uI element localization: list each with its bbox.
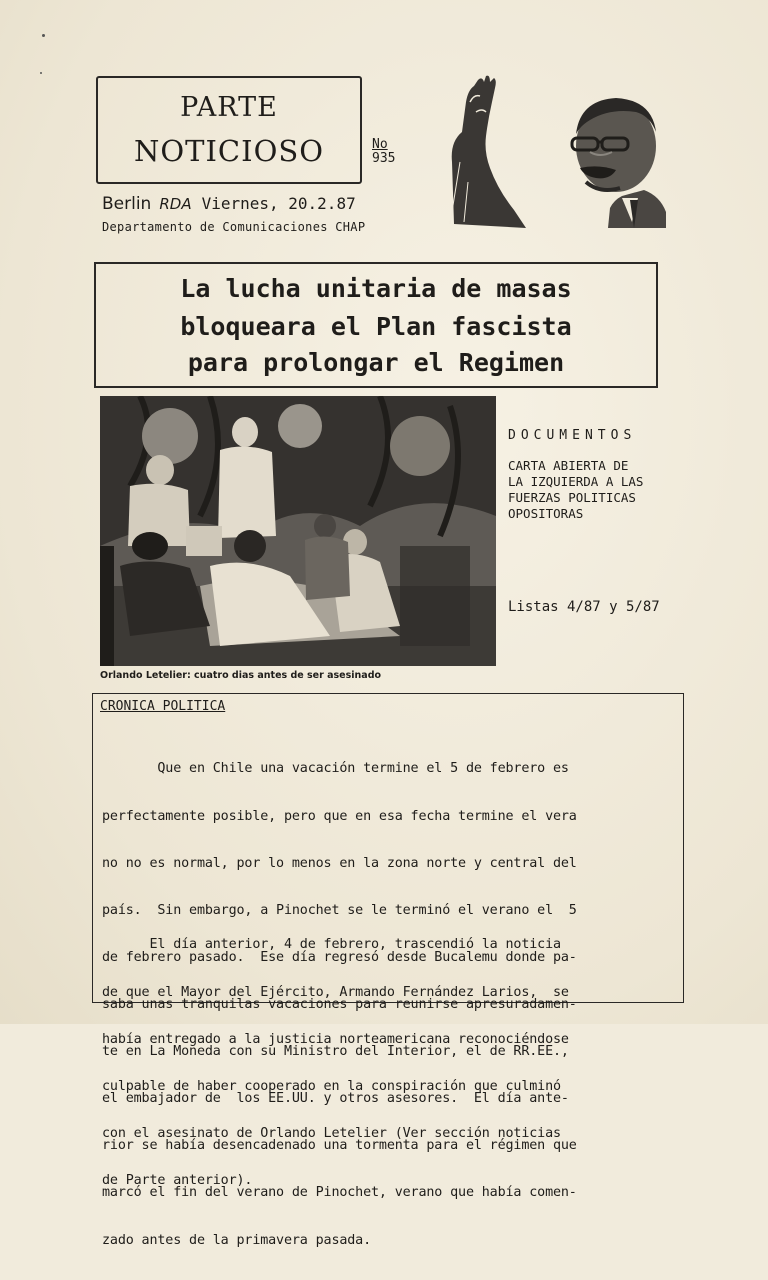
department-line: Departamento de Comunicaciones CHAP bbox=[102, 220, 366, 234]
dateline-date: Viernes, 20.2.87 bbox=[201, 194, 356, 213]
text-line: de que el Mayor del Ejército, Armando Fernández Larios, se bbox=[102, 984, 569, 1000]
text-line: El día anterior, 4 de febrero, trascendió la noticia bbox=[102, 937, 561, 953]
text-line: el embajador de los EE.UU. y otros asesores. El día ante- bbox=[102, 1091, 569, 1107]
documents-line: FUERZAS POLITICAS bbox=[508, 490, 636, 505]
issue-number-block bbox=[372, 138, 395, 166]
portrait-illustration bbox=[440, 72, 670, 228]
dateline-city: Berlin bbox=[102, 194, 152, 214]
issue-number: 935 bbox=[372, 151, 396, 166]
text-line: te en La Moneda con su Ministro del Interior, el de RR.EE., bbox=[102, 1044, 569, 1060]
masthead-title-line1: PARTE bbox=[180, 92, 278, 123]
headline-line3: para prolongar el Regimen bbox=[187, 348, 565, 377]
text-line: había entregado a la justicia norteamericana reconociéndose bbox=[102, 1031, 569, 1047]
text-line: saba unas tranquilas vacaciones para reunirse apresuradamen- bbox=[102, 996, 577, 1012]
documents-list bbox=[508, 458, 643, 522]
text-line: de Parte anterior). bbox=[102, 1172, 253, 1188]
text-line: zado antes de la primavera pasada. bbox=[102, 1232, 372, 1248]
photo-caption: Orlando Letelier: cuatro dias antes de ser asesinado bbox=[100, 670, 382, 681]
text-line: no no es normal, por lo menos en la zona norte y central del bbox=[102, 855, 577, 871]
cronica-title: CRONICA POLITICA bbox=[100, 699, 226, 714]
text-line: de febrero pasado. Ese día regresó desde Bucalemu donde pa- bbox=[102, 949, 577, 965]
dateline-country: RDA bbox=[159, 195, 192, 213]
text-line: culpable de haber cooperado en la conspiración que culminó bbox=[102, 1078, 561, 1094]
text-line: marcó el fin del verano de Pinochet, verano que había comen- bbox=[102, 1185, 577, 1201]
documents-line: OPOSITORAS bbox=[508, 506, 584, 521]
text-line: con el asesinato de Orlando Letelier (Ver sección noticias bbox=[102, 1125, 561, 1141]
text-line: país. Sin embargo, a Pinochet se le terminó el verano el 5 bbox=[102, 902, 577, 918]
dateline bbox=[102, 194, 356, 214]
headline-line1: La lucha unitaria de masas bbox=[180, 274, 572, 303]
documents-title: DOCUMENTOS bbox=[508, 428, 637, 443]
masthead-title-line2: NOTICIOSO bbox=[133, 134, 324, 168]
issue-label: No bbox=[372, 137, 388, 152]
text-line: Que en Chile una vacación termine el 5 de febrero es bbox=[102, 761, 569, 777]
lists-reference: Listas 4/87 y 5/87 bbox=[508, 599, 660, 615]
masthead-title-box bbox=[96, 76, 362, 184]
print-speck bbox=[40, 72, 42, 74]
text-line: perfectamente posible, pero que en esa fecha termine el vera bbox=[102, 808, 577, 824]
print-speck bbox=[42, 34, 45, 37]
news-photo bbox=[100, 396, 496, 666]
cronica-paragraph-2 bbox=[102, 906, 569, 1220]
headline-line2: bloqueara el Plan fascista bbox=[180, 312, 572, 341]
headline-box bbox=[94, 262, 658, 388]
text-line: rior se había desencadenado una tormenta para el régimen que bbox=[102, 1138, 577, 1154]
documents-line: LA IZQUIERDA A LAS bbox=[508, 474, 644, 489]
documents-line: CARTA ABIERTA DE bbox=[508, 458, 629, 473]
